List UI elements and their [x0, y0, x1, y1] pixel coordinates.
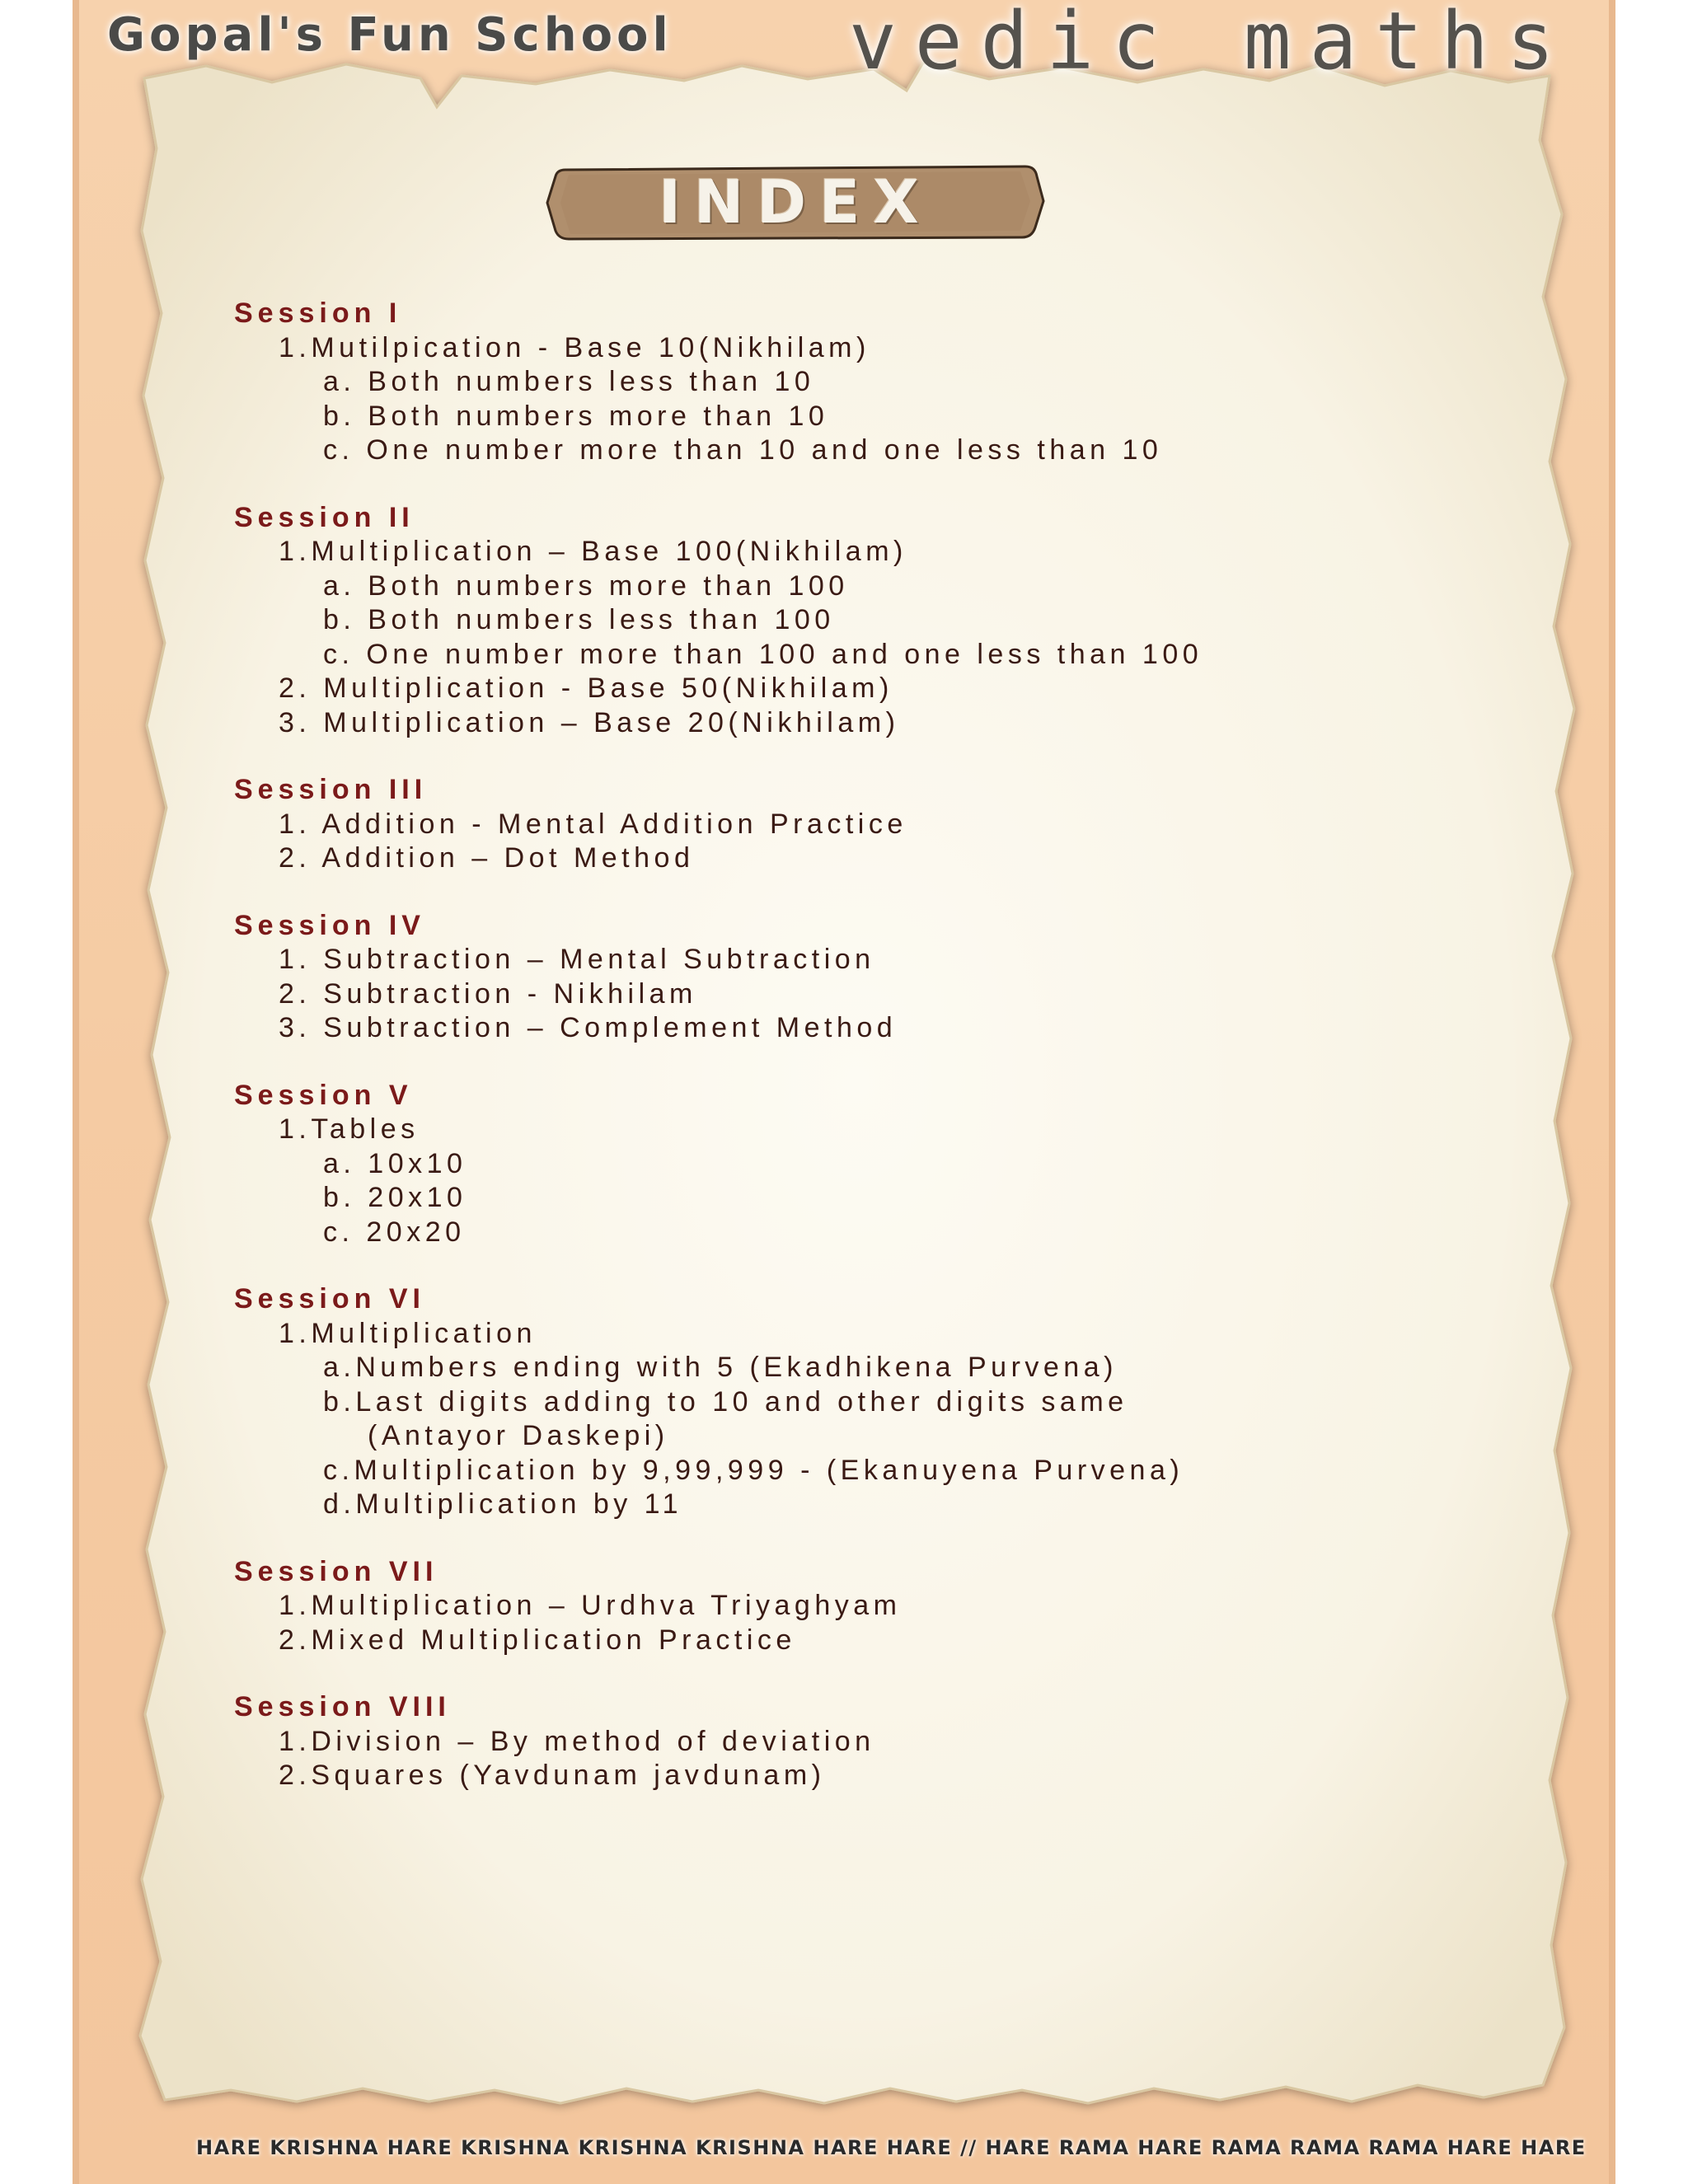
- index-title: INDEX: [659, 167, 932, 237]
- session-section: [234, 1690, 1203, 1793]
- subtopic-item: c. One number more than 10 and one less than 10: [323, 434, 1163, 466]
- session-section: [234, 1555, 1203, 1658]
- topic-item: 2.Mixed Multiplication Practice: [279, 1624, 796, 1656]
- subtopic-item: b. Both numbers less than 100: [323, 604, 835, 635]
- session-section: [234, 501, 1203, 741]
- footer-chant: HARE KRISHNA HARE KRISHNA KRISHNA KRISHNA HARE HARE // HARE RAMA HARE RAMA RAMA RAMA HARE HARE: [196, 2136, 1587, 2159]
- subtopic-item: a.Numbers ending with 5 (Ekadhikena Purvena): [323, 1352, 1118, 1383]
- index-content: [234, 297, 1203, 1826]
- subtopic-item: c. 20x20: [323, 1216, 466, 1248]
- subtopic-item: a. Both numbers more than 100: [323, 569, 849, 602]
- session-section: [234, 297, 1203, 468]
- topic-item: 1.Mutilpication - Base 10(Nikhilam): [279, 331, 870, 363]
- session-title: Session VIII: [234, 1691, 451, 1722]
- subtopic-item: b.Last digits adding to 10 and other digits same: [323, 1385, 1128, 1418]
- topic-item: 1.Multiplication: [279, 1317, 537, 1349]
- subtopic-item: b. 20x10: [323, 1182, 467, 1213]
- session-section: [234, 909, 1203, 1046]
- topic-item: 2.Squares (Yavdunam javdunam): [279, 1760, 826, 1791]
- subtopic-item: (Antayor Daskepi): [368, 1420, 669, 1451]
- session-section: [234, 1079, 1203, 1250]
- subtopic-item: c.Multiplication by 9,99,999 - (Ekanuyena Purvena): [323, 1454, 1184, 1486]
- topic-item: 1.Multiplication – Urdhva Triyaghyam: [279, 1590, 902, 1621]
- session-title: Session V: [234, 1079, 413, 1111]
- session-title: Session VII: [234, 1555, 438, 1587]
- session-title: Session I: [234, 298, 402, 329]
- subtopic-item: d.Multiplication by 11: [323, 1488, 682, 1520]
- school-name: Gopal's Fun School: [107, 8, 673, 62]
- session-section: [234, 1282, 1203, 1522]
- topic-item: 3. Subtraction – Complement Method: [279, 1012, 898, 1043]
- session-title: Session IV: [234, 909, 425, 941]
- session-title: Session III: [234, 774, 428, 805]
- session-section: [234, 773, 1203, 876]
- topic-item: 2. Multiplication - Base 50(Nikhilam): [279, 673, 893, 704]
- subtopic-item: a. 10x10: [323, 1147, 467, 1179]
- topic-item: 1. Addition - Mental Addition Practice: [279, 808, 907, 840]
- topic-item: 1.Tables: [279, 1113, 420, 1145]
- topic-item: 2. Subtraction - Nikhilam: [279, 977, 697, 1010]
- subtopic-item: c. One number more than 100 and one less than 100: [323, 638, 1203, 670]
- subtopic-item: b. Both numbers more than 10: [323, 400, 829, 432]
- topic-item: 2. Addition – Dot Method: [279, 842, 695, 874]
- topic-item: 3. Multiplication – Base 20(Nikhilam): [279, 706, 900, 738]
- topic-item: 1. Subtraction – Mental Subtraction: [279, 944, 875, 975]
- topic-item: 1.Division – By method of deviation: [279, 1725, 875, 1757]
- session-title: Session II: [234, 501, 415, 533]
- brand-title: vedic maths: [849, 0, 1573, 87]
- subtopic-item: a. Both numbers less than 10: [323, 366, 815, 397]
- topic-item: 1.Multiplication – Base 100(Nikhilam): [279, 536, 907, 567]
- session-title: Session VI: [234, 1283, 425, 1315]
